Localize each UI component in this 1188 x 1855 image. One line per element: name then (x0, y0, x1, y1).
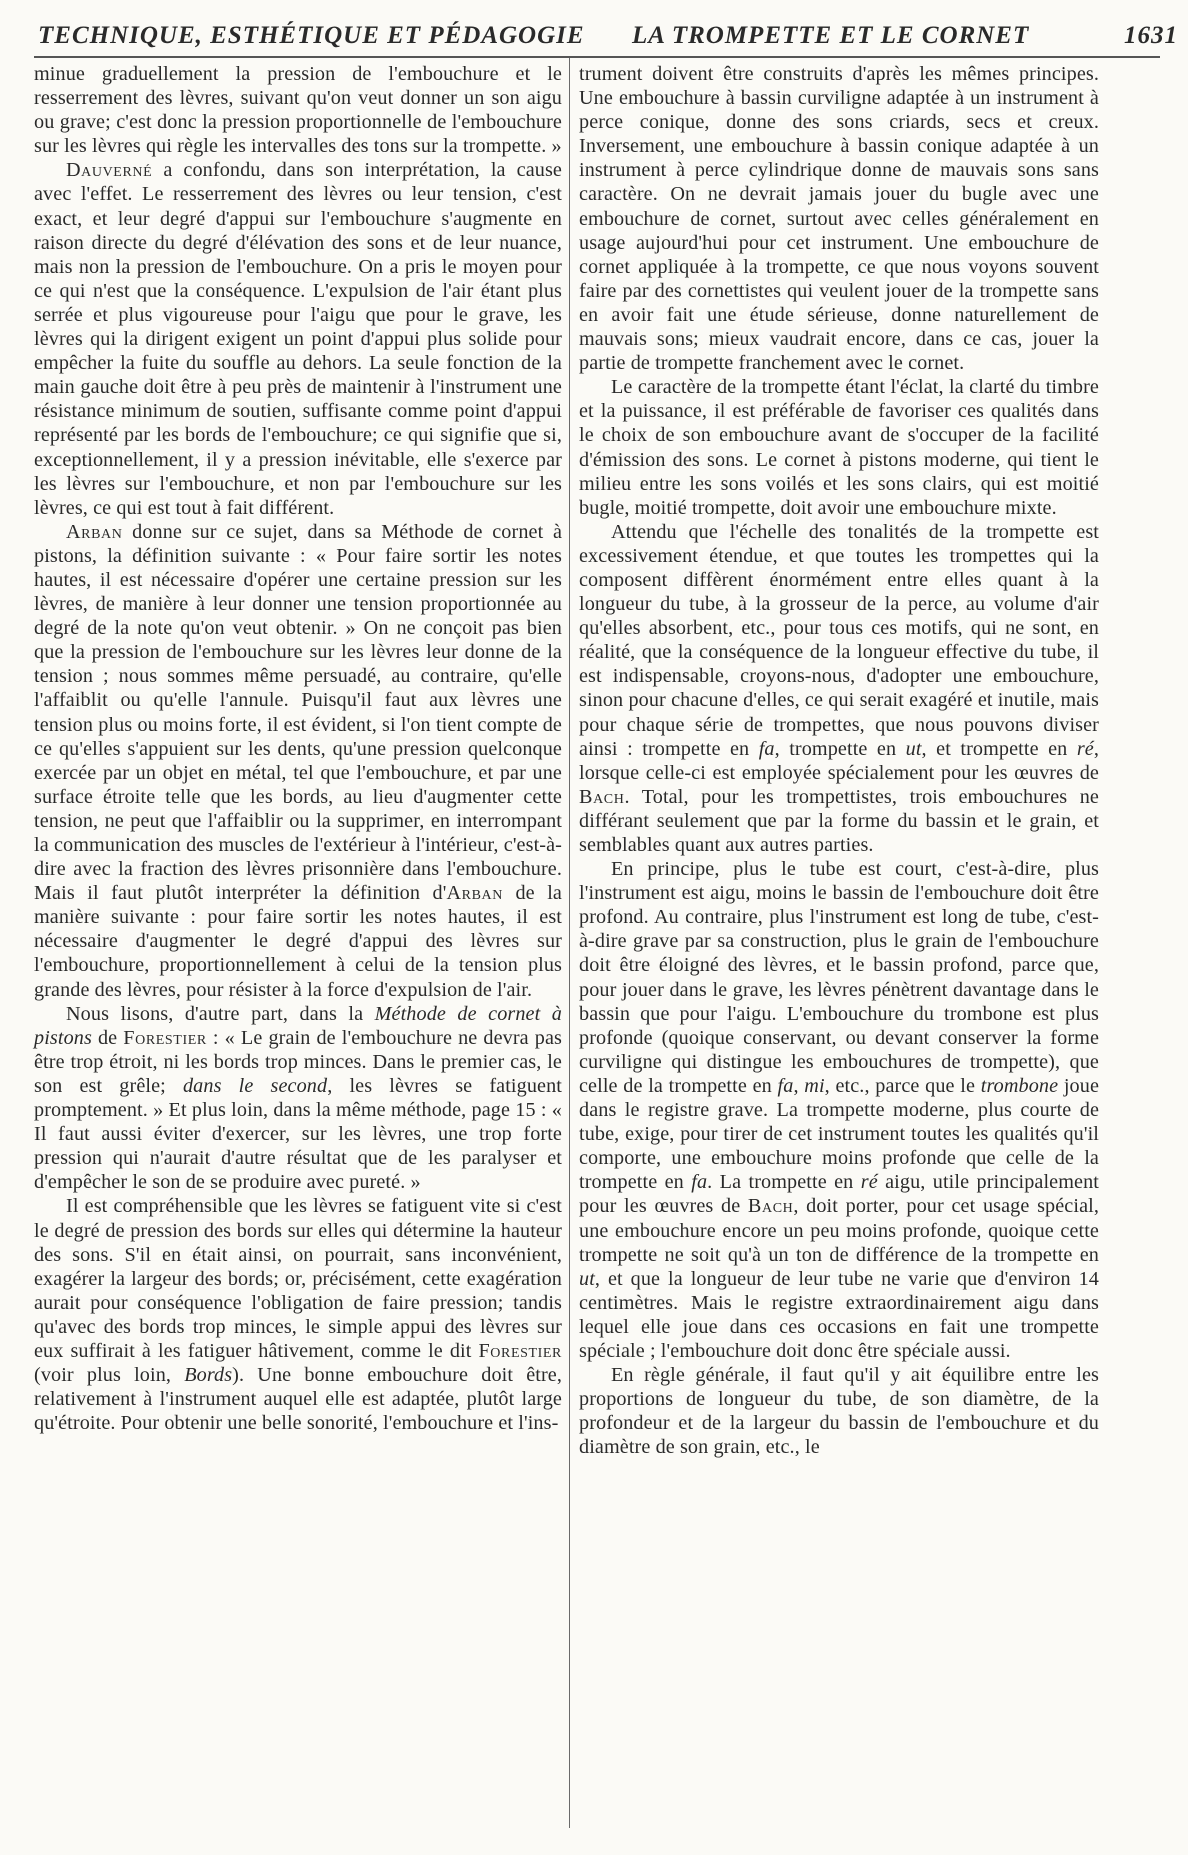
author-name: Forestier (478, 1339, 562, 1362)
paragraph-text: , trompette en (774, 737, 906, 760)
paragraph-text: minue graduellement la pression de l'embouchure et le resserrement des lèvres, suivant qu'on veut donner un son aigu ou grave; c'est donc la pression proportionnelle de l'embouchure sur les lèvres qui règle les intervalles des tons sur la trompette. » (34, 63, 562, 158)
paragraph (34, 158, 562, 519)
author-name: Arban (446, 882, 503, 905)
italic-text: ré (860, 1171, 878, 1194)
paragraph (579, 375, 1099, 520)
paragraph-text: joue dans le registre grave. La trompette moderne, plus courte de tube, exige, pour tirer de cet instrument toutes les qualités qu'il comporte, une embouchure moins profonde que celle de la trompette en (579, 1074, 1100, 1194)
paragraph-text: de (91, 1026, 124, 1049)
page-number: 1631 (1124, 22, 1178, 49)
paragraph-text: En règle générale, il faut qu'il y ait équilibre entre les proportions de longueur du tube, de son diamètre, de la profondeur et de la largeur du bassin de l'embouchure et du diamètre de son grain, etc., le (579, 1364, 1099, 1459)
paragraph-text: trument doivent être construits d'après les mêmes principes. Une embouchure à bassin curviligne adaptée à un instrument à perce conique, donne des sons criards, secs et creux. Inversement, une embouchure à bassin conique adaptée à un instrument à perce cylindrique donne de mauvais sons sans caractère. On ne devrait jamais jouer du bugle avec une embouchure de cornet, surtout avec celles généralement en usage aujourd'hui pour cet instrument. Une embouchure de cornet appliquée à la trompette, ce que nous voyons souvent faire par des cornettistes qui veulent jouer de la trompette sans en avoir fait une étude sérieuse, donne naturellement de mauvais sons; mieux vaudrait encore, dans ce cas, jouer la partie de trompette franchement avec le cornet. (579, 63, 1099, 375)
paragraph (579, 857, 1099, 1363)
paragraph-text: , etc., parce que le (824, 1074, 981, 1097)
paragraph (34, 1002, 562, 1195)
right-column (579, 62, 1099, 1459)
italic-text: fa (777, 1074, 794, 1097)
column-divider (569, 58, 570, 1828)
paragraph (579, 520, 1099, 857)
paragraph-text: , et que la longueur de leur tube ne varie que d'environ 14 centimètres. Mais le registre extraordinairement aigu dans lequel elle joue dans ces occasions en fait une trompette spéciale ; l'embouchure doit donc être spéciale aussi. (579, 1267, 1099, 1362)
paragraph-text: (voir plus loin, (34, 1364, 185, 1387)
italic-text: mi (804, 1074, 825, 1097)
italic-text: trombone (980, 1074, 1059, 1097)
running-title-right: LA TROMPETTE ET LE CORNET (632, 22, 1030, 49)
paragraph (34, 520, 562, 1002)
paragraph-text: , et trompette en (921, 737, 1077, 760)
italic-text: ré (1076, 737, 1094, 760)
italic-text: ut (579, 1267, 595, 1290)
paragraph-text: , les lèvres se fatiguent promptement. » Et plus loin, dans la même méthode, page 15 : « Il faut aussi éviter d'exercer, sur les lèvres, une trop forte pression qui n'aurait d'autre résultat que de les paralyser et d'empêcher le son de se produire avec pureté. » (34, 1074, 562, 1194)
italic-text: ut (905, 737, 922, 760)
paragraph-text: En principe, plus le tube est court, c'est-à-dire, plus l'instrument est aigu, moins le bassin de l'embouchure doit être profond. Au contraire, plus l'instrument est long de tube, c'est-à-dire grave par sa construction, plus le grain de l'embouchure doit être éloigné des lèvres, et le bassin profond, parce que, pour jouer dans le grave, les lèvres pénètrent davantage dans le bassin que pour l'aigu. L'embouchure du trombone est plus profonde (quoique conservant, ou devant conserver la forme curviligne qui distingue les embouchures de trompette), que celle de la trompette en (579, 858, 1099, 1097)
paragraph-text: , (793, 1074, 805, 1097)
author-name: Forestier (123, 1026, 207, 1049)
running-header (34, 16, 1178, 58)
paragraph (579, 1363, 1099, 1459)
italic-text: fa (758, 737, 775, 760)
author-name: Bach (747, 1195, 794, 1218)
paragraph-text: Le caractère de la trompette étant l'éclat, la clarté du timbre et la puissance, il est préférable de favoriser ces qualités dans le choix de son embouchure avant de s'occuper de la facilité d'émission des sons. Le cornet à pistons moderne, qui tient le milieu entre les sons voilés et les sons clairs, qui est moitié bugle, moitié trompette, doit avoir une embouchure mixte. (579, 376, 1099, 519)
author-name: Dauverné (66, 159, 153, 182)
paragraph (34, 1194, 562, 1435)
running-title-left: TECHNIQUE, ESTHÉTIQUE ET PÉDAGOGIE (38, 22, 585, 49)
paragraph (34, 62, 562, 158)
author-name: Bach (579, 785, 625, 808)
author-name: Arban (66, 520, 123, 543)
italic-text: dans le second (182, 1074, 328, 1097)
paragraph-text: , doit porter, pour cet usage spécial, une embouchure encore un peu moins profonde, quoique cette trompette ne soit qu'à un ton de différence de la trompette en (579, 1195, 1099, 1266)
book-title: Méthode de cornet à pistons (34, 1002, 562, 1049)
paragraph (579, 62, 1099, 375)
paragraph-text: ). Une bonne embouchure doit être, relativement à l'instrument auquel elle est adaptée, plutôt large qu'étroite. Pour obtenir une belle sonorité, l'embouchure et l'ins- (34, 1364, 563, 1435)
paragraph-text: . La trompette en (707, 1171, 861, 1194)
paragraph-text: Il est compréhensible que les lèvres se fatiguent vite si c'est le degré de pression des bords sur elles qui détermine la hauteur des sons. S'il en était ainsi, on pourrait, sans inconvénient, exagérer la largeur des bords; or, précisément, cette exagération aurait pour conséquence l'obligation de faire pression; tandis qu'avec des bords trop minces, le simple appui des lèvres sur eux suffirait à les fatiguer hâtivement, comme le dit (34, 1195, 562, 1362)
paragraph-text: . Total, pour les trompettistes, trois embouchures ne différant seulement que par la forme du bassin et le grain, et semblables quant aux autres parties. (579, 785, 1099, 856)
paragraph-text: a confondu, dans son interprétation, la cause avec l'effet. Le resserrement des lèvres ou leur tension, c'est exact, et leur degré d'appui sur l'embouchure s'augmente en raison directe du degré d'élévation des sons et de leur nuance, mais non la pression de l'embouchure. On a pris le moyen pour ce qui n'est que la conséquence. L'expulsion de l'air étant plus serrée et plus vigoureuse pour l'aigu que pour le grave, les lèvres qui la dirigent exigent un point d'appui plus solide pour empêcher la fuite du souffle au dehors. La seule fonction de la main gauche doit être à peu près de maintenir à l'instrument une résistance minimum de soutien, suffisante comme point d'appui représenté par les bords de l'embouchure; ce qui signifie que si, exceptionnellement, il y a pression inévitable, elle s'exerce par les lèvres sur l'embouchure, et non par l'embouchure sur les lèvres, ce qui est tout à fait différent. (34, 159, 562, 519)
italic-text: fa (691, 1171, 708, 1194)
paragraph-text: aigu, utile principalement pour les œuvres de (579, 1171, 1099, 1218)
paragraph-text: Nous lisons, d'autre part, dans la (66, 1002, 375, 1025)
left-column (34, 62, 562, 1435)
paragraph-text: donne sur ce sujet, dans sa Méthode de cornet à pistons, la définition suivante : « Pour faire sortir les notes hautes, il est nécessaire d'opérer une certaine pression sur les lèvres, de manière à leur donner une tension proportionnée au degré de la note qu'on veut obtenir. » On ne conçoit pas bien que la pression de l'embouchure sur les lèvres leur donne de la tension ; nous sommes même persuadé, au contraire, qu'elle l'affaiblit ou qu'elle l'annule. Puisqu'il faut aux lèvres une tension plus ou moins forte, il est évident, si l'on tient compte de ce qu'elles s'appuient sur les dents, qu'une pression quelconque exercée par un objet en métal, tel que l'embouchure, et par une surface étroite telle que les bords, au lieu d'augmenter cette tension, ne peut que l'affaiblir ou la supprimer, en interrompant la communication des muscles de l'extérieur à l'intérieur, c'est-à-dire avec la fraction des lèvres prisonnière dans l'embouchure. Mais il faut plutôt interpréter la définition d' (34, 520, 562, 905)
paragraph-text: , lorsque celle-ci est employée spécialement pour les œuvres de (579, 737, 1099, 784)
paragraph-text: de la manière suivante : pour faire sortir les notes hautes, il est nécessaire d'augmenter le degré d'appui des lèvres sur l'embouchure, proportionnellement à celui de la tension plus grande des lèvres, pour résister à la force d'expulsion de l'air. (34, 882, 562, 1001)
paragraph-text: : « Le grain de l'embouchure ne devra pas être trop étroit, ni les bords trop minces. Dans le premier cas, le son est grêle; (34, 1026, 562, 1097)
italic-text: Bords (184, 1364, 233, 1387)
paragraph-text: Attendu que l'échelle des tonalités de la trompette est excessivement étendue, et que toutes les trompettes qui la composent diffèrent énormément entre elles quant à la longueur du tube, à la grosseur de la perce, au volume d'air qu'elles absorbent, etc., pour tous ces motifs, qui ne sont, en réalité, que la conséquence de la longueur effective du tube, il est indispensable, croyons-nous, d'adopter une embouchure, sinon pour chacune d'elles, ce qui serait exagéré et inutile, mais pour chaque série de trompettes, que nous pouvons diviser ainsi : trompette en (579, 520, 1099, 760)
